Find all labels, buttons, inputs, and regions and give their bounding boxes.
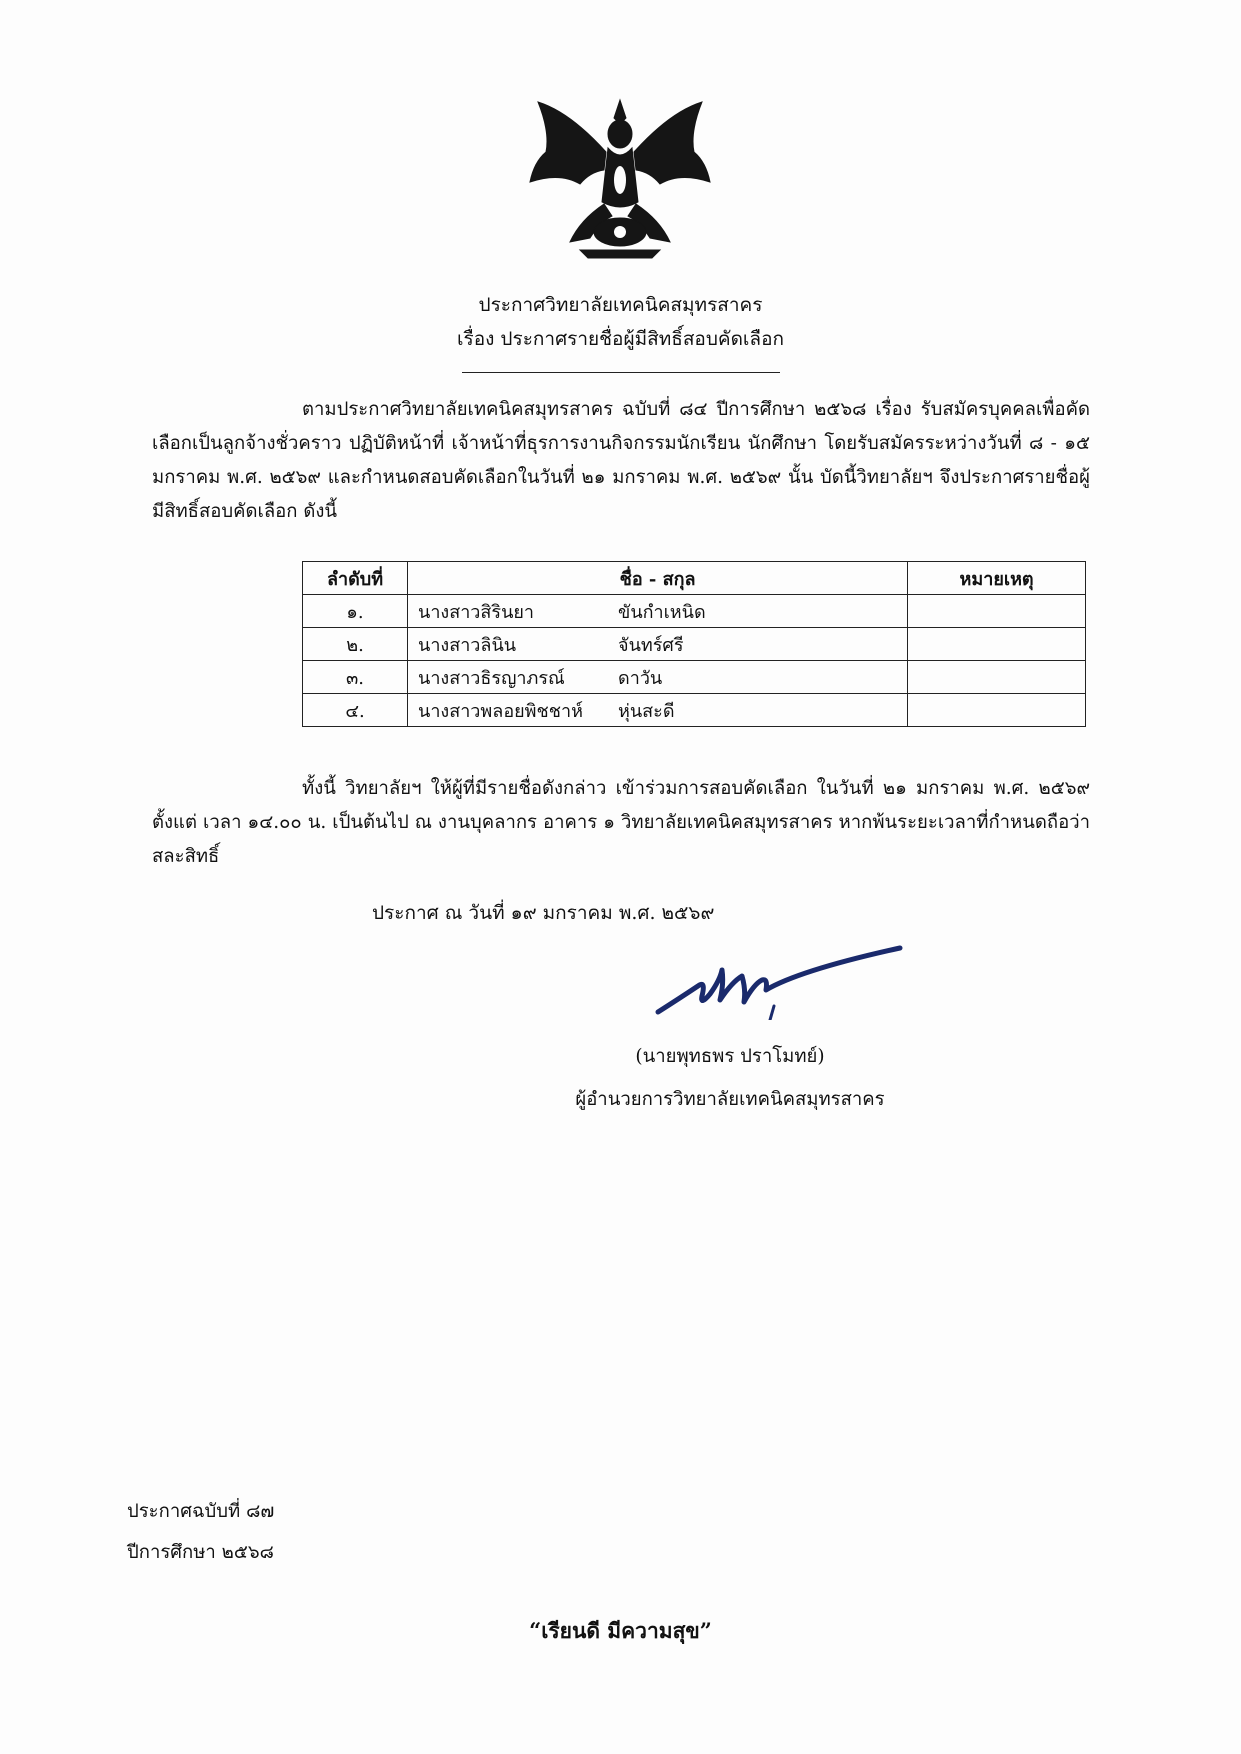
announcement-number: ประกาศฉบับที่ ๘๗ <box>127 1501 275 1522</box>
row-name <box>408 628 908 661</box>
header-name: ชื่อ - สกุล <box>408 562 908 595</box>
row-name <box>408 595 908 628</box>
motto: “เรียนดี มีความสุข” <box>529 1618 712 1643</box>
header-note: หมายเหตุ <box>908 562 1086 595</box>
surname: ขันกำเหนิด <box>618 601 706 623</box>
surname: จันทร์ศรี <box>618 634 684 656</box>
signer-name: (นายพุทธพร ปราโมทย์) <box>635 1046 825 1067</box>
closing-paragraph: ทั้งนี้ วิทยาลัยฯ ให้ผู้ที่มีรายชื่อดังกล่าว เข้าร่วมการสอบคัดเลือก ในวันที่ ๒๑ มกราคม พ.ศ. ๒๕๖๙ ตั้งแต่ เวลา ๑๔.๐๐ น. เป็นต้นไป ณ งานบุคลากร อาคาร ๑ วิทยาลัยเทคนิคสมุทรสาคร หากพ้นระยะเวลาที่กำหนดถือว่าสละสิทธิ์ <box>152 778 1090 867</box>
surname: หุ่นสะดี <box>618 700 675 722</box>
row-name <box>408 694 908 727</box>
garuda-emblem-icon <box>520 92 720 262</box>
intro-paragraph: ตามประกาศวิทยาลัยเทคนิคสมุทรสาคร ฉบับที่ ๘๔ ปีการศึกษา ๒๕๖๘ เรื่อง รับสมัครบุคคลเพื่อคัดเลือกเป็นลูกจ้างชั่วคราว ปฏิบัติหน้าที่ เจ้าหน้าที่ธุรการงานกิจกรรมนักเรียน นักศึกษา โดยรับสมัครระหว่างวันที่ ๘ - ๑๕ มกราคม พ.ศ. ๒๕๖๙ และกำหนดสอบคัดเลือกในวันที่ ๒๑ มกราคม พ.ศ. ๒๕๖๙ นั้น บัดนี้วิทยาลัยฯ จึงประกาศรายชื่อผู้มีสิทธิ์สอบคัดเลือก ดังนี้ <box>152 399 1090 522</box>
given-name: นางสาวธิรญาภรณ์ <box>418 667 565 689</box>
table-row <box>303 628 1086 661</box>
table-header-row <box>303 562 1086 595</box>
row-note <box>908 595 1086 628</box>
surname: ดาวัน <box>618 667 663 689</box>
row-no: ๑. <box>303 595 408 628</box>
row-note <box>908 694 1086 727</box>
given-name: นางสาวลินิน <box>418 634 517 656</box>
row-no: ๒. <box>303 628 408 661</box>
given-name: นางสาวสิรินยา <box>418 601 535 623</box>
row-no: ๔. <box>303 694 408 727</box>
candidate-table <box>302 561 1086 727</box>
row-no: ๓. <box>303 661 408 694</box>
signature-icon <box>650 940 910 1020</box>
row-name <box>408 661 908 694</box>
title-underline <box>462 372 780 373</box>
announcement-subject: เรื่อง ประกาศรายชื่อผู้มีสิทธิ์สอบคัดเลือก <box>457 328 784 350</box>
table-row <box>303 661 1086 694</box>
given-name: นางสาวพลอยพิชชาห์ <box>418 700 583 722</box>
announce-date: ประกาศ ณ วันที่ ๑๙ มกราคม พ.ศ. ๒๕๖๙ <box>372 902 715 924</box>
announcement-title: ประกาศวิทยาลัยเทคนิคสมุทรสาคร <box>478 294 763 316</box>
signer-position: ผู้อำนวยการวิทยาลัยเทคนิคสมุทรสาคร <box>575 1089 885 1110</box>
header-no: ลำดับที่ <box>303 562 408 595</box>
row-note <box>908 661 1086 694</box>
academic-year: ปีการศึกษา ๒๕๖๘ <box>127 1542 274 1563</box>
table-row <box>303 694 1086 727</box>
table-row <box>303 595 1086 628</box>
row-note <box>908 628 1086 661</box>
